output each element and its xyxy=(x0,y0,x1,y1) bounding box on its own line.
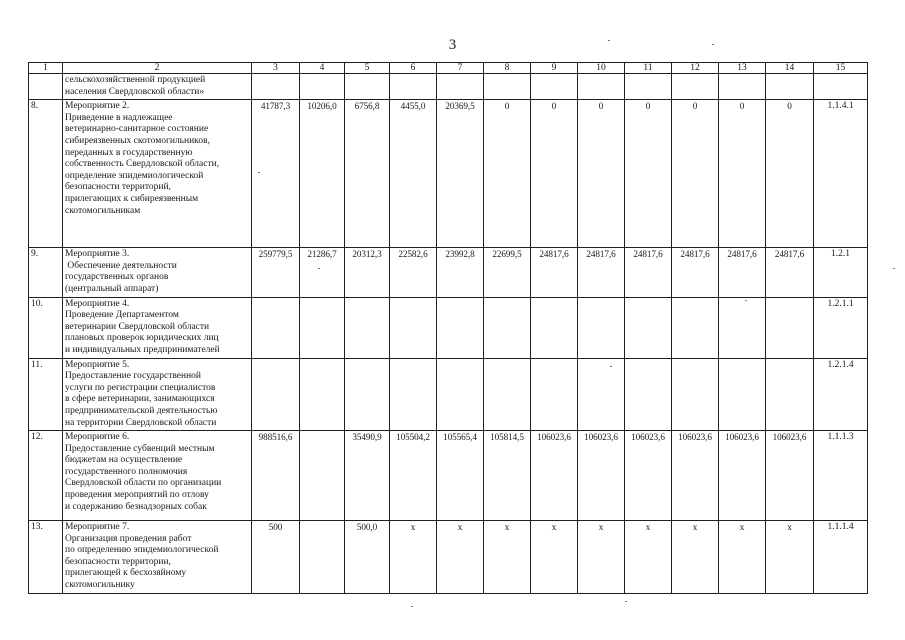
column-number-header: 14 xyxy=(766,63,814,74)
funding-value-col-5 xyxy=(345,74,390,100)
target-indicator-code: 1.2.1.4 xyxy=(814,358,868,431)
row-number: 11. xyxy=(29,358,63,431)
funding-value-col-11 xyxy=(625,297,672,358)
column-number-header: 8 xyxy=(484,63,531,74)
description-line: ветеринарии Свердловской области xyxy=(65,321,210,332)
description-line: переданных в государственную xyxy=(65,147,193,158)
funding-value-col-10: x xyxy=(578,521,625,594)
description-line: ветеринарно-санитарное состояние xyxy=(65,124,209,135)
description-line: безопасности территории, xyxy=(65,556,171,567)
funding-value-col-5 xyxy=(345,358,390,431)
description-line: плановых проверок юридических лиц xyxy=(65,333,219,344)
scan-speck xyxy=(318,268,320,269)
description-line: Мероприятие 3. xyxy=(65,249,130,260)
funding-value-col-14 xyxy=(766,74,814,100)
funding-value-col-9: 0 xyxy=(531,100,578,248)
table-row xyxy=(29,248,868,297)
funding-value-col-3: 41787,3 xyxy=(252,100,300,248)
funding-value-col-13: 0 xyxy=(719,100,766,248)
target-indicator-code: 1.2.1 xyxy=(814,248,868,297)
funding-value-col-12: 106023,6 xyxy=(672,431,719,521)
funding-value-col-8: 105814,5 xyxy=(484,431,531,521)
funding-value-col-7 xyxy=(437,74,484,100)
activity-description xyxy=(63,74,252,100)
funding-value-col-5 xyxy=(345,297,390,358)
funding-value-col-9 xyxy=(531,297,578,358)
funding-value-col-12: x xyxy=(672,521,719,594)
row-number: 13. xyxy=(29,521,63,594)
funding-value-col-10: 106023,6 xyxy=(578,431,625,521)
description-line: сельскохозяйственной продукцией xyxy=(65,75,206,85)
funding-value-col-9 xyxy=(531,358,578,431)
table-row xyxy=(29,297,868,358)
column-number-header: 13 xyxy=(719,63,766,74)
funding-value-col-8 xyxy=(484,297,531,358)
funding-value-col-10: 0 xyxy=(578,100,625,248)
description-line: Свердловской области по организации xyxy=(65,478,222,489)
row-number: 10. xyxy=(29,297,63,358)
funding-value-col-10: 24817,6 xyxy=(578,248,625,297)
funding-value-col-6: 4455,0 xyxy=(390,100,437,248)
funding-value-col-6 xyxy=(390,358,437,431)
funding-value-col-7 xyxy=(437,358,484,431)
funding-value-col-11 xyxy=(625,358,672,431)
funding-value-col-3 xyxy=(252,297,300,358)
funding-value-col-4 xyxy=(300,74,345,100)
funding-value-col-8 xyxy=(484,358,531,431)
funding-value-col-4 xyxy=(300,431,345,521)
scan-speck xyxy=(712,44,714,45)
table-row xyxy=(29,100,868,248)
table-row xyxy=(29,431,868,521)
column-number-header: 10 xyxy=(578,63,625,74)
table-row xyxy=(29,358,868,431)
funding-value-col-14: 0 xyxy=(766,100,814,248)
funding-value-col-11: 106023,6 xyxy=(625,431,672,521)
funding-value-col-6: 105504,2 xyxy=(390,431,437,521)
target-indicator-code: 1.2.1.1 xyxy=(814,297,868,358)
column-number-header: 7 xyxy=(437,63,484,74)
row-number xyxy=(29,74,63,100)
description-line: услуги по регистрации специалистов xyxy=(65,382,216,393)
funding-value-col-7: 20369,5 xyxy=(437,100,484,248)
row-number: 8. xyxy=(29,100,63,248)
program-activities-table xyxy=(28,62,868,594)
funding-value-col-4 xyxy=(300,297,345,358)
funding-value-col-5: 6756,8 xyxy=(345,100,390,248)
row-number: 9. xyxy=(29,248,63,297)
column-number-header: 12 xyxy=(672,63,719,74)
funding-value-col-11: x xyxy=(625,521,672,594)
column-number-header: 6 xyxy=(390,63,437,74)
description-line: (центральный аппарат) xyxy=(65,283,159,294)
activity-description xyxy=(63,297,252,358)
table-row xyxy=(29,521,868,594)
description-line: Организация проведения работ xyxy=(65,533,192,544)
funding-value-col-4: 10206,0 xyxy=(300,100,345,248)
funding-value-col-8: 22699,5 xyxy=(484,248,531,297)
funding-value-col-13: 24817,6 xyxy=(719,248,766,297)
funding-value-col-10 xyxy=(578,297,625,358)
description-line: предпринимательской деятельностью xyxy=(65,405,218,416)
activity-description xyxy=(63,248,252,297)
funding-value-col-8: x xyxy=(484,521,531,594)
description-line: прилегающих к сибиреязвенным xyxy=(65,193,199,204)
activity-description xyxy=(63,358,252,431)
funding-value-col-12 xyxy=(672,297,719,358)
funding-value-col-13 xyxy=(719,74,766,100)
funding-value-col-6: 22582,6 xyxy=(390,248,437,297)
funding-value-col-3 xyxy=(252,358,300,431)
table-row xyxy=(29,74,868,100)
column-number-header: 1 xyxy=(29,63,63,74)
column-number-header: 3 xyxy=(252,63,300,74)
column-number-header: 5 xyxy=(345,63,390,74)
scan-speck xyxy=(610,366,612,367)
description-line: проведения мероприятий по отлову xyxy=(65,490,209,501)
description-line: прилегающей к бесхозяйному xyxy=(65,568,187,579)
funding-value-col-14: 106023,6 xyxy=(766,431,814,521)
description-line: и содержанию безнадзорных собак xyxy=(65,501,207,512)
description-line: скотомогильникам xyxy=(65,205,141,216)
target-indicator-code: 1.1.4.1 xyxy=(814,100,868,248)
funding-value-col-5: 500,0 xyxy=(345,521,390,594)
funding-value-col-7: 23992,8 xyxy=(437,248,484,297)
funding-value-col-12: 0 xyxy=(672,100,719,248)
funding-value-col-3 xyxy=(252,74,300,100)
funding-value-col-4: 21286,7 xyxy=(300,248,345,297)
funding-value-col-9: 106023,6 xyxy=(531,431,578,521)
scan-speck xyxy=(608,40,610,41)
scan-speck xyxy=(893,268,895,269)
target-indicator-code: 1.1.1.4 xyxy=(814,521,868,594)
description-line: Мероприятие 2. xyxy=(65,101,130,112)
description-line: безопасности территорий, xyxy=(65,182,171,193)
column-number-header: 2 xyxy=(63,63,252,74)
description-line: на территории Свердловской области xyxy=(65,417,217,428)
activity-description xyxy=(63,100,252,248)
funding-value-col-4 xyxy=(300,521,345,594)
funding-value-col-10 xyxy=(578,358,625,431)
funding-value-col-7: 105565,4 xyxy=(437,431,484,521)
activity-description xyxy=(63,521,252,594)
description-line: государственного полномочия xyxy=(65,466,188,477)
scan-speck xyxy=(411,606,413,607)
funding-value-col-5: 20312,3 xyxy=(345,248,390,297)
description-line: сибиреязвенных скотомогильников, xyxy=(65,135,210,146)
funding-value-col-13: 106023,6 xyxy=(719,431,766,521)
funding-value-col-13 xyxy=(719,297,766,358)
funding-value-col-11: 24817,6 xyxy=(625,248,672,297)
description-line: Мероприятие 4. xyxy=(65,298,130,309)
funding-value-col-9: x xyxy=(531,521,578,594)
description-line: Обеспечение деятельности xyxy=(65,260,177,271)
funding-value-col-14: x xyxy=(766,521,814,594)
funding-value-col-7: x xyxy=(437,521,484,594)
column-number-header-row xyxy=(29,63,868,74)
description-line: бюджетам на осуществление xyxy=(65,455,183,466)
funding-value-col-11 xyxy=(625,74,672,100)
description-line: и индивидуальных предпринимателей xyxy=(65,344,220,355)
description-line: в сфере ветеринарии, занимающихся xyxy=(65,394,215,405)
target-indicator-code xyxy=(814,74,868,100)
column-number-header: 4 xyxy=(300,63,345,74)
funding-value-col-6: x xyxy=(390,521,437,594)
description-line: определение эпидемиологической xyxy=(65,170,204,181)
scan-speck xyxy=(258,172,260,173)
description-line: Мероприятие 7. xyxy=(65,522,130,533)
scan-speck xyxy=(625,601,627,602)
column-number-header: 11 xyxy=(625,63,672,74)
description-line: Предоставление государственной xyxy=(65,371,202,382)
row-number: 12. xyxy=(29,431,63,521)
description-line: Мероприятие 6. xyxy=(65,432,130,443)
activity-description xyxy=(63,431,252,521)
scan-speck xyxy=(745,300,747,301)
funding-value-col-12 xyxy=(672,74,719,100)
funding-value-col-14 xyxy=(766,297,814,358)
funding-value-col-8: 0 xyxy=(484,100,531,248)
funding-value-col-12 xyxy=(672,358,719,431)
description-line: Проведение Департаментом xyxy=(65,310,179,321)
description-line: собственность Свердловской области, xyxy=(65,159,220,170)
funding-value-col-14: 24817,6 xyxy=(766,248,814,297)
description-line: скотомогильнику xyxy=(65,580,135,591)
description-line: населения Свердловской области» xyxy=(65,86,205,97)
funding-value-col-9: 24817,6 xyxy=(531,248,578,297)
funding-value-col-4 xyxy=(300,358,345,431)
target-indicator-code: 1.1.1.3 xyxy=(814,431,868,521)
funding-value-col-10 xyxy=(578,74,625,100)
funding-value-col-5: 35490,9 xyxy=(345,431,390,521)
page-number: 3 xyxy=(448,37,457,53)
description-line: Приведение в надлежащее xyxy=(65,112,173,123)
funding-value-col-8 xyxy=(484,74,531,100)
funding-value-col-13 xyxy=(719,358,766,431)
description-line: Предоставление субвенций местным xyxy=(65,443,215,454)
funding-value-col-13: x xyxy=(719,521,766,594)
funding-value-col-3: 988516,6 xyxy=(252,431,300,521)
funding-value-col-6 xyxy=(390,74,437,100)
funding-value-col-6 xyxy=(390,297,437,358)
funding-value-col-3: 500 xyxy=(252,521,300,594)
description-line: Мероприятие 5. xyxy=(65,359,130,370)
column-number-header: 9 xyxy=(531,63,578,74)
funding-value-col-7 xyxy=(437,297,484,358)
funding-value-col-11: 0 xyxy=(625,100,672,248)
funding-value-col-3: 259779,5 xyxy=(252,248,300,297)
column-number-header: 15 xyxy=(814,63,868,74)
funding-value-col-12: 24817,6 xyxy=(672,248,719,297)
funding-value-col-9 xyxy=(531,74,578,100)
funding-value-col-14 xyxy=(766,358,814,431)
description-line: государственных органов xyxy=(65,272,169,283)
description-line: по определению эпидемиологической xyxy=(65,545,219,556)
